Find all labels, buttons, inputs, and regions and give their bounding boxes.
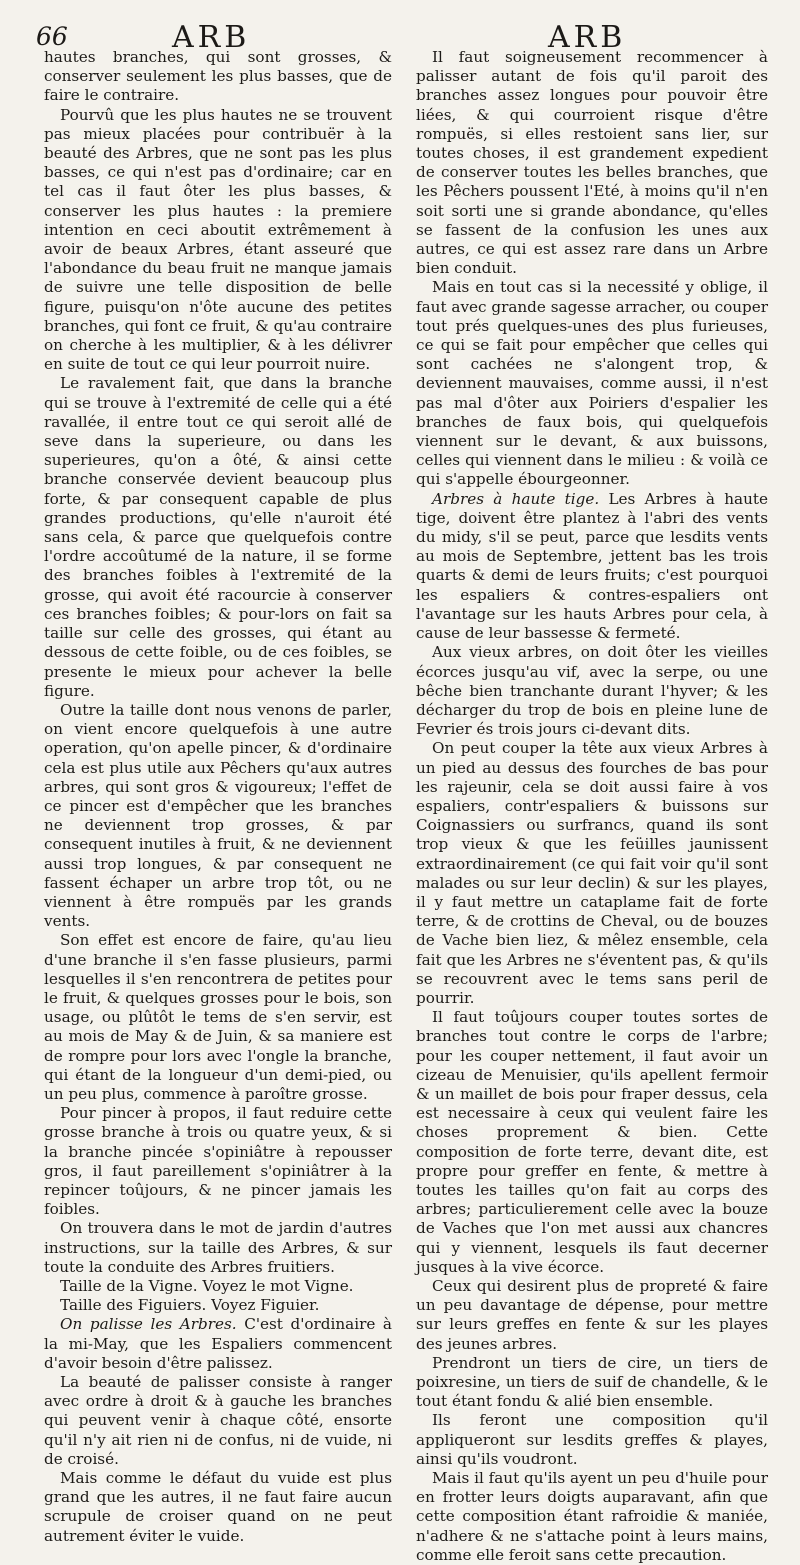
paragraph-text: Prendront un tiers de cire, un tiers de poixresine, un tiers de suif de chandelle, & le tout étant fondu & alié bien ensemble. <box>416 1353 768 1411</box>
paragraph <box>416 1469 768 1565</box>
paragraph-text: Pour pincer à propos, il faut reduire cette grosse branche à trois ou quatre yeux, & si la branche pincée s'opiniâtre à repousser gros, il faut pareillement s'opiniâtrer à la repincer toûjours, & ne pincer jamais les foibles. <box>44 1104 392 1219</box>
page-number: 66 <box>36 22 68 51</box>
paragraph <box>416 48 768 278</box>
paragraph-text: On peut couper la tête aux vieux Arbres à un pied au dessus des fourches de bas pour les rajeunir, cela se doit aussi faire à vos espaliers, contr'espaliers & buissons sur Coignassiers ou surfrancs, quand ils sont trop vieux & que les feüilles jaunissent extraordinairement (ce qui fait voir qu'il sont malades ou sur leur declin) & sur les playes, il y faut mettre un cataplame fait de forte terre, & de crottins de Cheval, ou de bouzes de Vache bien liez, & mêlez ensemble, cela fait que les Arbres ne s'éventent pas, & qu'ils se recouvrent avec le tems sans peril de pourrir. <box>416 739 768 1007</box>
paragraph-text: Les Arbres à haute tige, doivent être plantez à l'abri des vents du midy, s'il se peut, parce que lesdits vents au mois de Septembre, jettent bas les trois quarts & demi de leurs fruits; c'est pourquoi les espaliers & contres-espaliers ont l'avantage sur les hauts Arbres pour cela, à cause de leur bassesse & fermeté. <box>416 489 768 643</box>
paragraph-text: Le ravalement fait, que dans la branche qui se trouve à l'extremité de celle qui a été ravallée, il entre tout ce qui seroit allé de seve dans la superieure, ou dans les superieures, qu'on a ôté, & ainsi cette branche conservée devient beaucoup plus forte, & par consequent capable de plus grandes productions, qu'elle n'auroit été sans cela, & parce que quelquefois contre l'ordre accoûtumé de la nature, il se forme des branches foibles à l'extremité de la grosse, qui avoit été racourcie à conserver ces branches foibles; & pour-lors on fait sa taille sur celle des grosses, qui étant au dessous de cette foible, ou de ces foibles, se presente le mieux pour achever la belle figure. <box>44 374 392 700</box>
paragraph <box>44 1296 392 1315</box>
paragraph-text: Aux vieux arbres, on doit ôter les vieilles écorces jusqu'au vif, avec la serpe, ou une bêche bien tranchante durant l'hyver; & les décharger du trop de bois en pleine lune de Fevrier és trois jours ci-devant dits. <box>416 643 768 739</box>
paragraph-text: Mais en tout cas si la necessité y oblige, il faut avec grande sagesse arracher, ou couper tout prés quelques-unes des plus furieuses, ce qui se fait pour empêcher que celles qui sont cachées ne s'alongent trop, & deviennent mauvaises, comme aussi, il n'est pas mal d'ôter aux Poiriers d'espalier les branches de faux bois, qui quelquefois viennent sur le devant, & aux buissons, celles qui viennent dans le milieu : & voilà ce qui s'appelle ébourgeonner. <box>416 278 768 489</box>
running-head-left: ARB <box>172 20 251 55</box>
paragraph <box>416 739 768 1008</box>
paragraph <box>44 1373 392 1469</box>
paragraph <box>416 1008 768 1277</box>
paragraph-text: Mais comme le défaut du vuide est plus grand que les autres, il ne faut faire aucun scrupule de croiser quand on ne peut autrement éviter le vuide. <box>44 1469 392 1545</box>
paragraph-text: Taille des Figuiers. Voyez Figuier. <box>60 1296 320 1315</box>
paragraph-text: C'est d'ordinaire à la mi-May, que les Espaliers commencent d'avoir besoin d'être palissez. <box>44 1315 392 1372</box>
paragraph-text: Ceux qui desirent plus de propreté & faire un peu davantage de dépense, pour mettre sur leurs greffes en fente & sur les playes des jeunes arbres. <box>416 1277 768 1353</box>
paragraph-text: hautes branches, qui sont grosses, & conserver seulement les plus basses, que de faire le contraire. <box>44 48 392 105</box>
paragraph <box>416 643 768 739</box>
paragraph <box>416 278 768 489</box>
paragraph-text: On trouvera dans le mot de jardin d'autres instructions, sur la taille des Arbres, & sur toute la conduite des Arbres fruitiers. <box>44 1219 392 1276</box>
paragraph <box>44 1104 392 1219</box>
paragraph-text: Taille de la Vigne. Voyez le mot Vigne. <box>60 1277 354 1295</box>
running-head-right: ARB <box>548 20 627 55</box>
paragraph <box>416 1277 768 1354</box>
paragraph <box>416 1411 768 1469</box>
paragraph-text: Pourvû que les plus hautes ne se trouvent pas mieux placées pour contribuër à la beauté des Arbres, que ne sont pas les plus basses, ce qui n'est pas d'ordinaire; car en tel cas il faut ôter les plus basses, & conserver les plus hautes : la premiere intention en ceci aboutit extrêmement à avoir de beaux Arbres, étant asseuré que l'abondance du beau fruit ne manque jamais de suivre une telle disposition de belle figure, puisqu'on n'ôte aucune des petites branches, qui font ce fruit, & qu'au contraire on cherche à les multiplier, & à les délivrer en suite de tout ce qui leur pourroit nuire. <box>44 105 392 374</box>
column-gutter <box>399 54 400 1434</box>
paragraph-lead: On palisse les Arbres. <box>60 1315 237 1334</box>
paragraph <box>44 106 392 375</box>
paragraph <box>44 931 392 1104</box>
paragraph <box>44 48 392 106</box>
paragraph-text: Son effet est encore de faire, qu'au lieu d'une branche il s'en fasse plusieurs, parmi lesquelles il s'en rencontrera de petites pour le fruit, & quelques grosses pour le bois, son usage, ou plûtôt le tems de s'en servir, est au mois de May & de Juin, & sa maniere est de rompre pour lors avec l'ongle la branche, qui étant de la longueur d'un demi-pied, ou un peu plus, commence à paroître grosse. <box>44 931 392 1103</box>
paragraph <box>44 1469 392 1546</box>
right-column <box>416 48 768 1565</box>
paragraph <box>44 1219 392 1277</box>
paragraph-text: Mais il faut qu'ils ayent un peu d'huile pour en frotter leurs doigts auparavant, afin que cette composition étant rafroidie & maniée, n'adhere & ne s'attache point à leurs mains, comme elle feroit sans cette precaution. <box>416 1469 768 1564</box>
paragraph <box>44 1315 392 1373</box>
paragraph <box>416 1354 768 1412</box>
paragraph <box>44 1277 392 1296</box>
paragraph <box>44 374 392 700</box>
left-column <box>44 48 392 1546</box>
paragraph-text: La beauté de palisser consiste à ranger avec ordre à droit & à gauche les branches qui peuvent venir à chaque côté, ensorte qu'il n'y ait rien ni de confus, ni de vuide, ni de croisé. <box>44 1373 392 1468</box>
paragraph-text: Il faut soigneusement recommencer à palisser autant de fois qu'il paroit des branches assez longues pour pouvoir être liées, & qui courroient risque d'être rompuës, si elles restoient sans lier, sur toutes choses, il est grandement expedient de conserver toutes les belles branches, que les Pêchers poussent l'Eté, à moins qu'il n'en soit sorti une si grande abondance, qu'elles se fassent de la confusion les unes aux autres, ce qui est assez rare dans un Arbre bien conduit. <box>416 48 768 278</box>
paragraph-text: Il faut toûjours couper toutes sortes de branches tout contre le corps de l'arbre; pour les couper nettement, il faut avoir un cizeau de Menuisier, qu'ils apellent fermoir & un maillet de bois pour fraper dessus, cela est necessaire à ceux qui veulent faire les choses proprement & bien. Cette composition de forte terre, devant dite, est propre pour greffer en fente, & mettre à toutes les tailles qu'on fait au corps des arbres; particulierement celle avec la bouze de Vaches que l'on met aussi aux chancres qui y viennent, lesquels ils faut decerner jusques à la vive écorce. <box>416 1008 768 1276</box>
paragraph <box>416 490 768 644</box>
paragraph <box>44 701 392 931</box>
paragraph-text: Ils feront une composition qu'il appliqueront sur lesdits greffes & playes, ainsi qu'ils voudront. <box>416 1411 768 1468</box>
paragraph-text: Outre la taille dont nous venons de parler, on vient encore quelquefois à une autre operation, qu'on apelle pincer, & d'ordinaire cela est plus utile aux Pêchers qu'aux autres arbres, qui sont gros & vigoureux; l'effet de ce pincer est d'empêcher que les branches ne deviennent trop grosses, & par consequent inutiles à fruit, & ne deviennent aussi trop longues, & par consequent ne fassent échaper un arbre trop tôt, ou ne viennent à être rompuës par les grands vents. <box>44 700 392 931</box>
paragraph-lead: Arbres à haute tige. <box>432 489 600 508</box>
